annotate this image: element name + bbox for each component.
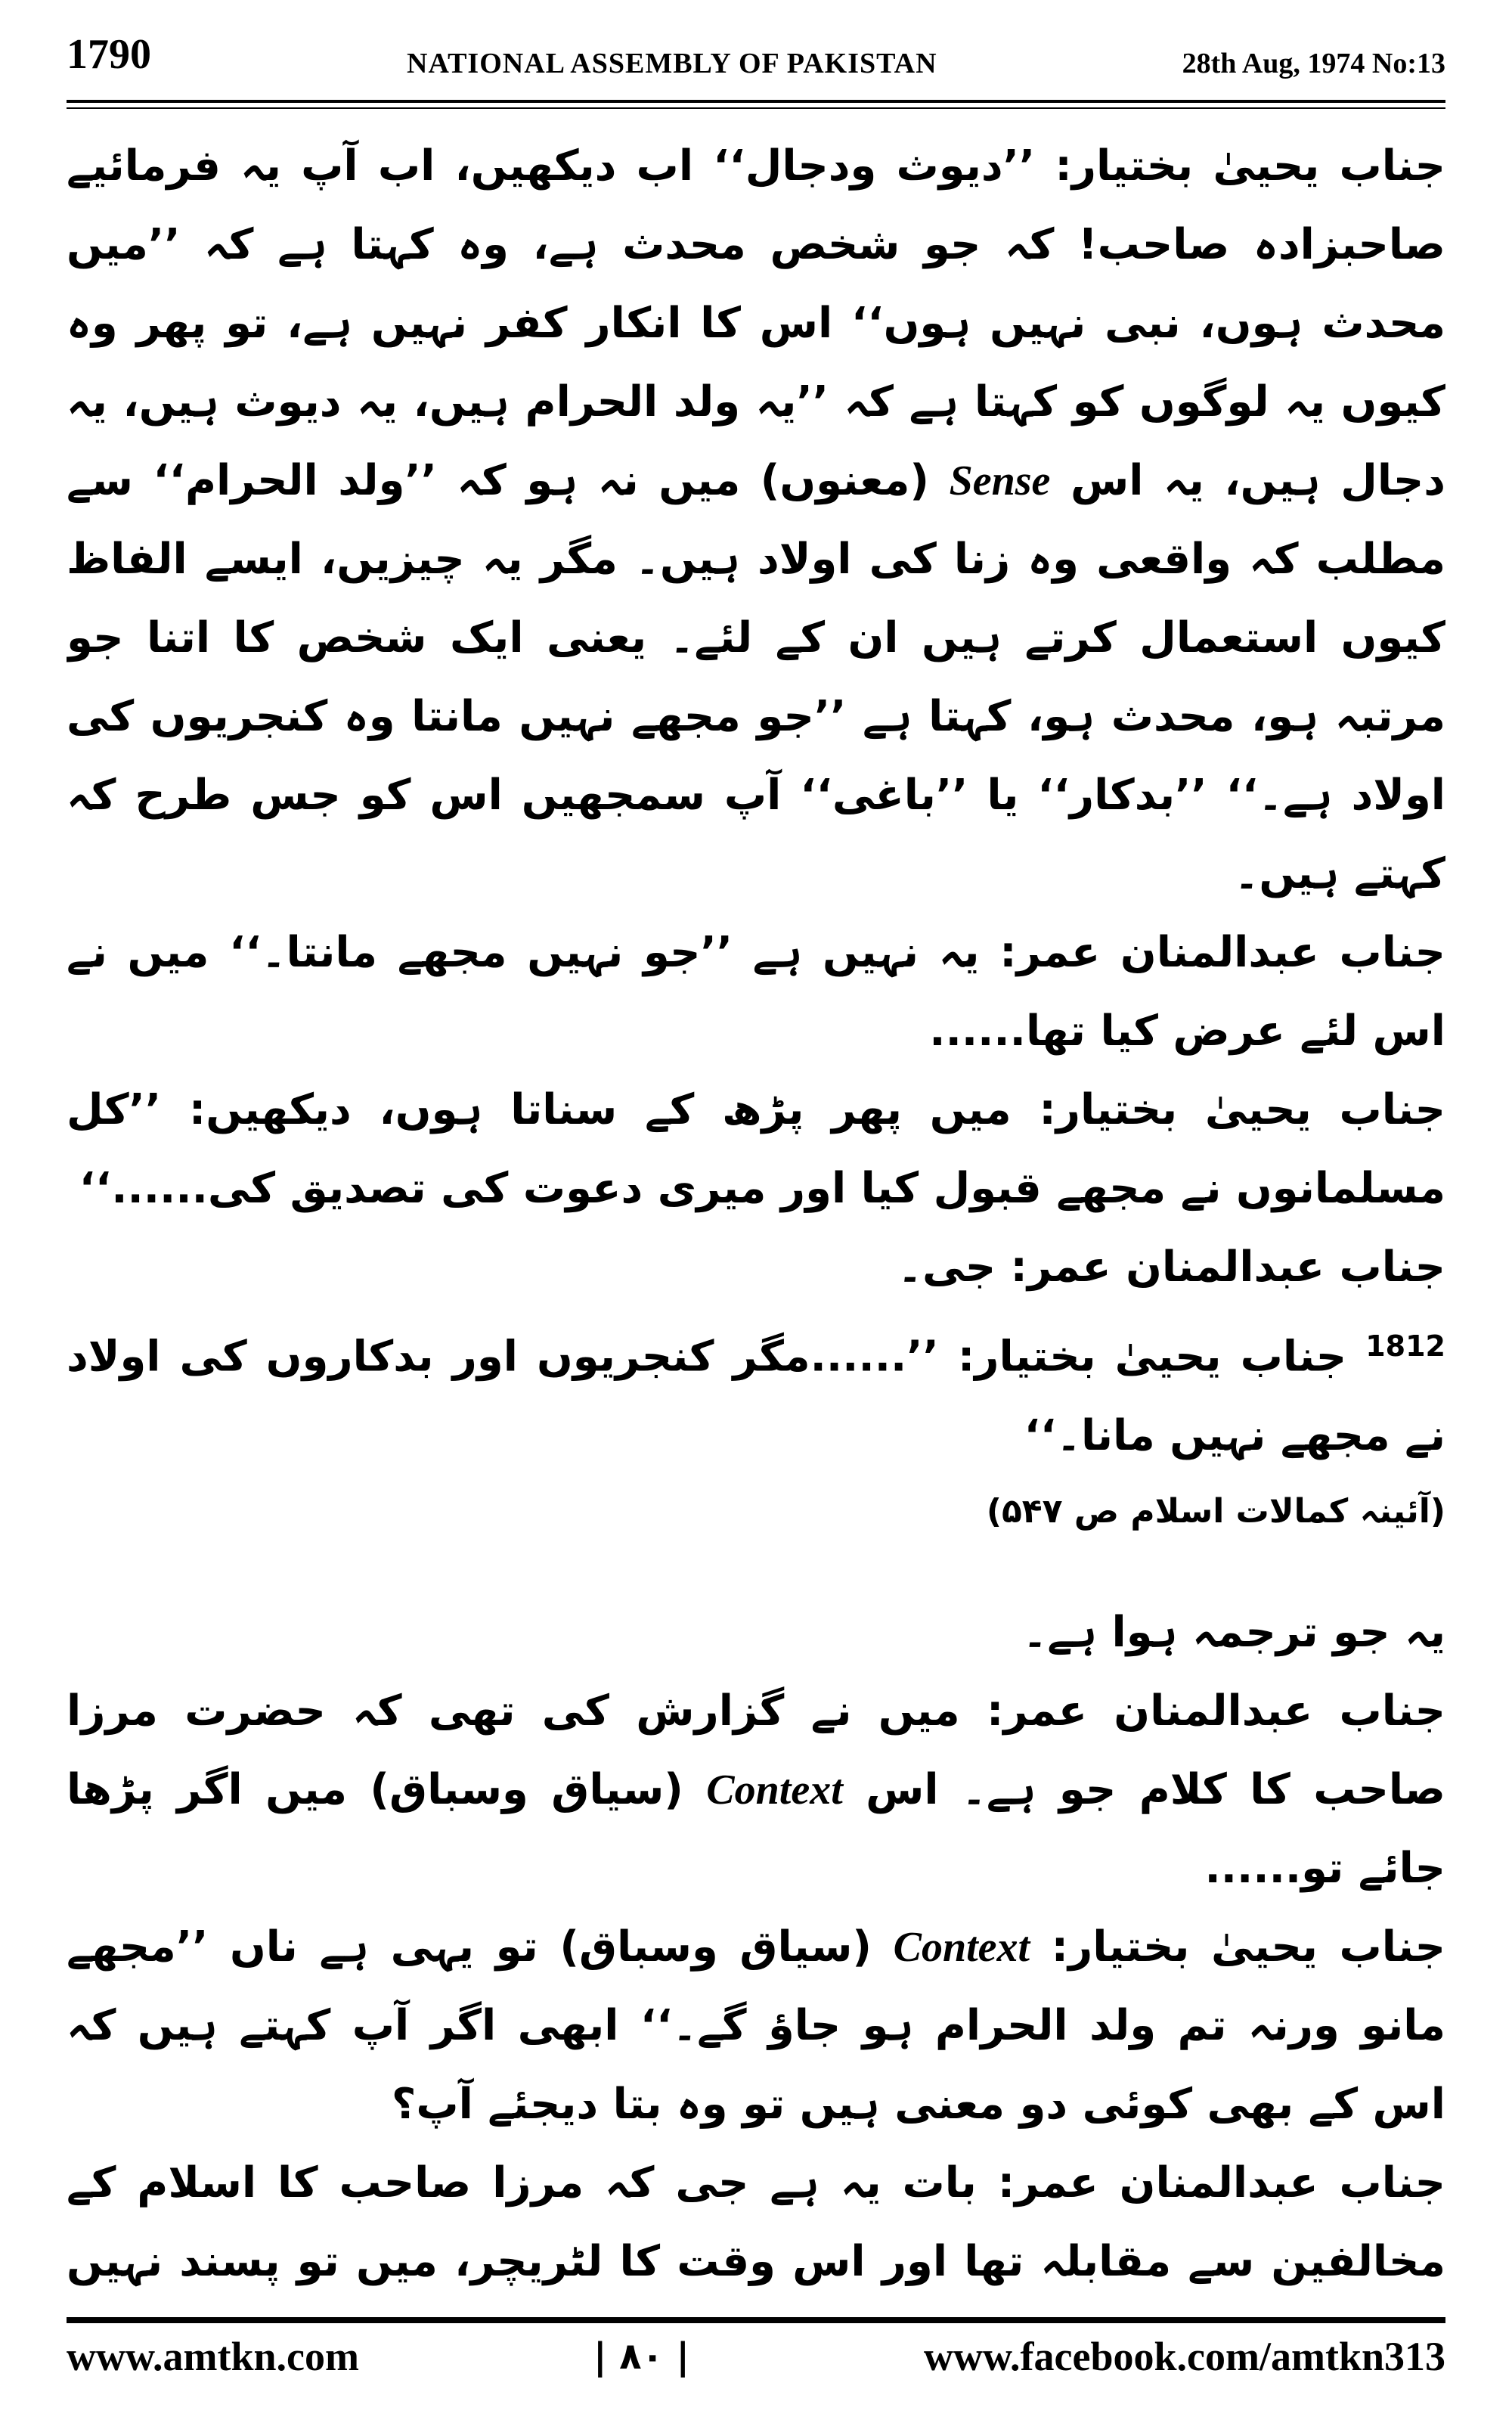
running-head: NATIONAL ASSEMBLY OF PAKISTAN <box>407 48 937 79</box>
paragraph-1: جناب یحییٰ بختیار: ’’دیوث ودجال‘‘ اب دیکھیں، اب آپ یہ فرمائیے صاحبزادہ صاحب! کہ جو شخص محدث ہے، وہ کہتا ہے کہ ’’میں محدث ہوں، نبی نہیں ہوں‘‘ اس کا انکار کفر نہیں ہے، تو پھر وہ کیوں یہ لوگوں کو کہتا ہے کہ ’’یہ ولد الحرام ہیں، یہ دیوث ہیں، یہ دجال ہیں، یہ اس Sense (معنوں) میں نہ ہو کہ ’’ولد الحرام‘‘ سے مطلب کہ واقعی وہ زنا کی اولاد ہیں۔ مگر یہ چیزیں، ایسے الفاظ کیوں استعمال کرتے ہیں ان کے لئے۔ یعنی ایک شخص کا اتنا جو مرتبہ ہو، محدث ہو، کہتا ہے ’’جو مجھے نہیں مانتا وہ کنجریوں کی اولاد ہے۔‘‘ ’’بدکار‘‘ یا ’’باغی‘‘ آپ سمجھیں اس کو جس طرح کہ کہتے ہیں۔ <box>67 141 1445 898</box>
paragraph-4: جناب عبدالمنان عمر: جی۔ <box>897 1243 1445 1292</box>
paragraph-3: جناب یحییٰ بختیار: میں پھر پڑھ کے سناتا ہوں، دیکھیں: ’’کل مسلمانوں نے مجھے قبول کیا اور میری دعوت کی تصدیق کی......‘‘ <box>67 1085 1445 1213</box>
paragraph-9: جناب عبدالمنان عمر: بات یہ ہے جی کہ مرزا صاحب کا اسلام کے مخالفین سے مقابلہ تھا اور اس وقت کا لٹریچر، میں تو پسند نہیں <box>67 2158 1445 2286</box>
latin-term: Context <box>893 1923 1030 1971</box>
paragraph-2: جناب عبدالمنان عمر: یہ نہیں ہے ’’جو نہیں مجھے مانتا۔‘‘ میں نے اس لئے عرض کیا تھا...... <box>67 928 1445 1056</box>
header-rule-thin <box>67 107 1445 109</box>
document-body <box>67 127 1445 2299</box>
latin-term: Sense <box>949 458 1051 504</box>
paragraph-5: 1812 جناب یحییٰ بختیار: ’’......مگر کنجریوں اور بدکاروں کی اولاد نے مجھے نہیں مانا۔‘‘ <box>67 1307 1445 1475</box>
paragraph-6: یہ جو ترجمہ ہوا ہے۔ <box>1022 1607 1445 1657</box>
page-header <box>67 30 1445 91</box>
footer-rule <box>67 2317 1445 2323</box>
citation: (آئینہ کمالات اسلام ص ۵۴۷) <box>986 1491 1445 1531</box>
reference-number: 1812 <box>1365 1329 1445 1363</box>
website-link[interactable]: www.amtkn.com <box>67 2334 359 2379</box>
latin-term: Context <box>706 1766 843 1813</box>
facebook-link[interactable]: www.facebook.com/amtkn313 <box>924 2334 1445 2379</box>
page-footer <box>67 2332 1445 2381</box>
footer-page-number: | ۸۰ | <box>593 2335 690 2378</box>
header-rule <box>67 100 1445 103</box>
page-number: 1790 <box>67 31 151 78</box>
paragraph-8: جناب یحییٰ بختیار: Context (سیاق وسباق) تو یہی ہے ناں ’’مجھے مانو ورنہ تم ولد الحرام ہو جاؤ گے۔‘‘ ابھی اگر آپ کہتے ہیں کہ اس کے بھی کوئی دو معنی ہیں تو وہ بتا دیجئے آپ؟ <box>67 1922 1445 2129</box>
date-and-number: 28th Aug, 1974 No:13 <box>1182 48 1445 79</box>
paragraph-7: جناب عبدالمنان عمر: میں نے گزارش کی تھی کہ حضرت مرزا صاحب کا کلام جو ہے۔ اس Context (سیاق وسباق) میں اگر پڑھا جائے تو...... <box>67 1686 1445 1893</box>
spacer <box>67 1548 1445 1593</box>
